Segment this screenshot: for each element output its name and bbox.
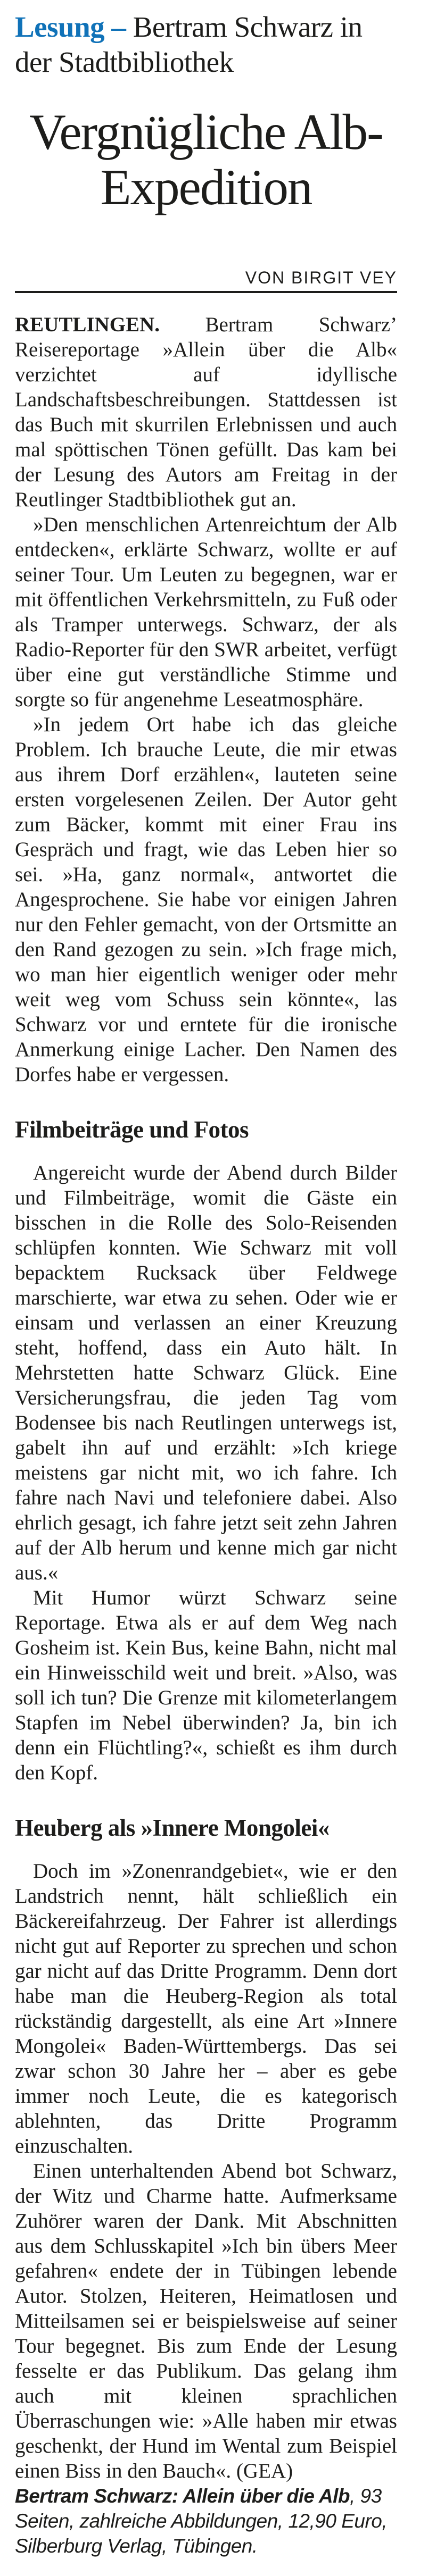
paragraph (15, 312, 397, 512)
paragraph: Einen unterhaltenden Abend bot Schwarz, der Witz und Charme hatte. Aufmerksame Zuhörer waren der Dank. Mit Abschnitten aus dem Schlusskapitel »Ich bin übers Meer gefahren« endete der in Tübingen lebende Autor. Stolzen, Heiteren, Heimatlosen und Mitteilsamen sei er beispielsweise auf seiner Tour begegnet. Bis zum Ende der Lesung fesselte er das Publikum. Das gelang ihm auch mit kleinen sprachlichen Überraschungen wie: »Alle haben mir etwas geschenkt, der Hund im Wental zum Beispiel einen Biss in den Bauch«. (GEA) (15, 2160, 397, 2482)
book-title: Bertram Schwarz: Allein über die Alb (15, 2485, 350, 2507)
book-details: , 93 Seiten, zahlreiche Abbildungen, 12,90 Euro, Silberburg Verlag, Tübingen. (15, 2485, 388, 2557)
kicker-topic: Lesung – (15, 11, 126, 43)
paragraph: »In jedem Ort habe ich das gleiche Problem. Ich brauche Leute, die mir etwas aus ihrem Dorf erzählen«, lauteten seine ersten vorgelesenen Zeilen. Der Autor geht zum Bäcker, kommt mit einer Frau ins Gespräch und fragt, wie das Leben hier so sei. »Ha, ganz normal«, antwortet die Angesprochene. Sie habe vor einigen Jahren nur den Fehler gemacht, von der Ortsmitte an den Rand gezogen zu sein. »Ich frage mich, wo man hier eigentlich weniger oder mehr weit weg vom Schuss sein könnte«, las Schwarz vor und erntete für die ironische Anmerkung einige Lacher. Den Namen des Dorfes habe er vergessen. (15, 713, 397, 1086)
kicker (15, 10, 397, 80)
kicker-rest: Bertram Schwarz in der Stadtbibliothek (15, 11, 363, 78)
byline-divider (15, 291, 397, 293)
paragraph: »Den menschlichen Artenreichtum der Alb entdecken«, erklärte Schwarz, wollte er auf seiner Tour. Um Leuten zu begegnen, war er mit öffentlichen Verkehrsmitteln, zu Fuß oder als Tramper unterwegs. Schwarz, der als Radio-Reporter für den SWR arbeitet, verfügt über eine gut verständliche Stimme und sorgte so für angenehme Leseatmosphäre. (15, 513, 397, 711)
subhead: Heuberg als »Innere Mongolei« (15, 1814, 330, 1841)
paragraph-text: Bertram Schwarz’ Reisereportage »Allein über die Alb« verzichtet auf idyllische Landschaftsbeschreibungen. Stattdessen ist das Buch mit skurrilen Erlebnissen und auch mal spöttischen Tönen gefüllt. Das kam bei der Lesung des Autors am Freitag in der Reutlinger Stadtbibliothek gut an. (15, 313, 397, 511)
paragraph: Mit Humor würzt Schwarz seine Reportage. Etwa als er auf dem Weg nach Gosheim ist. Kein Bus, keine Bahn, nicht mal ein Hinweisschild weit und breit. »Also, was soll ich tun? Die Grenze mit kilometerlangem Stapfen im Nebel überwinden? Ja, bin ich denn ein Flüchtling?«, schießt es ihm durch den Kopf. (15, 1586, 397, 1784)
article-body (15, 312, 397, 2558)
paragraph: Angereicht wurde der Abend durch Bilder und Filmbeiträge, womit die Gäste ein bisschen in die Rolle des Solo-Reisenden schlüpfen konnten. Wie Schwarz mit voll bepacktem Rucksack über Feldwege marschierte, war etwa zu sehen. Oder wie er einsam und verlassen an einer Kreuzung steht, hoffend, dass ein Auto hält. In Mehrstetten hatte Schwarz Glück. Eine Versicherungsfrau, die jeden Tag vom Bodensee bis nach Reutlingen unterwegs ist, gabelt ihn auf und erzählt: »Ich kriege meistens gar nicht mit, wo ich fahre. Ich fahre nach Navi und telefoniere dabei. Also ehrlich gesagt, ich fahre jetzt seit zehn Jahren auf der Alb herum und kenne mich gar nicht aus.« (15, 1161, 397, 1584)
book-info (15, 2483, 397, 2558)
paragraph: Doch im »Zonenrandgebiet«, wie er den Landstrich nennt, hält schließlich ein Bäckereifahrzeug. Der Fahrer ist allerdings nicht gut auf Reporter zu sprechen und schon gar nicht auf das Dritte Programm. Denn dort habe man die Heuberg-Region als total rückständig dargestellt, als eine Art »Innere Mongolei« Baden-Württembergs. Das sei zwar schon 30 Jahre her – aber es gebe immer noch Leute, die es kategorisch ablehnten, das Dritte Programm einzuschalten. (15, 1860, 397, 2157)
subhead: Filmbeiträge und Fotos (15, 1116, 249, 1143)
byline: VON BIRGIT VEY (245, 268, 397, 287)
dateline: REUTLINGEN. (15, 313, 160, 336)
headline: Vergnügliche Alb-Expedition (29, 104, 383, 215)
